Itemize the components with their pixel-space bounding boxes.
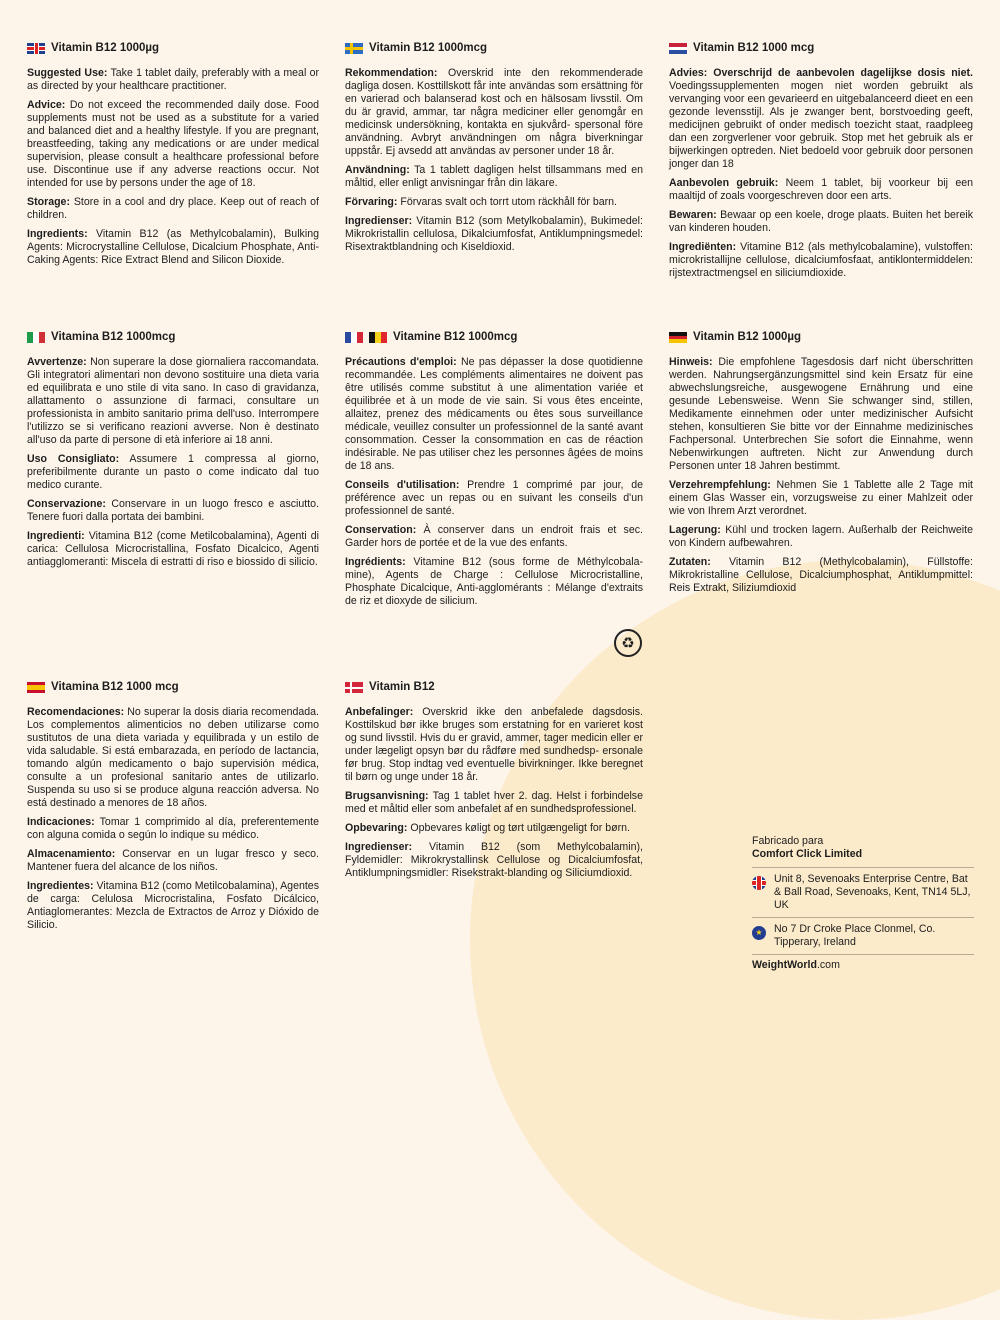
maker-company: Comfort Click Limited: [752, 848, 863, 860]
section-english: Vitamin B12 1000µg Suggested Use: Take 1 tablet daily, preferably with a meal or as directed by your healthcare practitioner. Advice: Do not exceed the recommended daily dose. Food supplements must not be used as a substitute for a varied and balanced diet and a healthy lifestyle. If you are pregnant, breastfeeding, taking any medications or are under medical supervision, please consult a healthcare professional before use. Discontinue use if any adverse reactions occur. Not intended for use by persons under the age of 18. Storage: Store in a cool and dry place. Keep out of reach of children. Ingredients: Vitamin B12 (as Methylcobalamin), Bulking Agents: Microcrystalline Cellulose, Dicalcium Phosphate, Anti-Caking Agents: Rice Extract Blend and Silicon Dioxide.: [27, 42, 319, 266]
section-german: Vitamin B12 1000µg Hinweis: Die empfohlene Tagesdosis darf nicht überschritten werden. Nahrungsergänzungsmittel sind kein Ersatz für eine abwechslungsreiche, ausgewogene Ernährung und eine gesunde Lebensweise. Wenn Sie schwanger sind, stillen, Medikamente einnehmen oder unter medizinischer Aufsicht stehen, konsultieren Sie bitte vor der Einnahme medizinisches Fachpersonal. Unterbrechen Sie sofort die Einnahme, wenn Nebenwirkungen auftreten. Nicht zur Anwendung durch Personen unter 18 Jahren bestimmt. Verzehrempfehlung: Nehmen Sie 1 Tablette alle 2 Tage mit einem Glas Wasser ein, vorzugsweise zu einer Mahlzeit oder wie von Ihrem Arzt verordnet. Lagerung: Kühl und trocken lagern. Außerhalb der Reichweite von Kindern aufbewahren. Zutaten: Vitamin B12 (Methylcobalamin), Füllstoffe: Mikrokristalline Cellulose, Dicalciumphosphat, Antiklumpmittel: Reis Extrakt, Siliziumdioxid: [669, 331, 973, 594]
uk-flag-icon: [27, 43, 45, 54]
eu-flag-icon: ★: [752, 926, 766, 940]
section-title: Vitamin B12 1000µg: [51, 42, 160, 54]
brand-logo: WeightWorld.com: [752, 954, 974, 972]
spain-flag-icon: [27, 682, 45, 693]
ie-address: No 7 Dr Croke Place Clonmel, Co. Tipperary, Ireland: [774, 923, 936, 948]
section-title: Vitamine B12 1000mcg: [393, 331, 518, 343]
section-danish: Vitamin B12 Anbefalinger: Overskrid ikke den anbefalede dagsdosis. Kosttilskud bør ikke bruges som erstatning for en varieret kost og sund livsstil. Hvis du er gravid, ammer, tager medicin eller er under lægeligt opsyn bør du rådføre med sundhedsp- ersonale før brug. Stop indtag ved eventuelle bivirkninger. Ikke beregnet til børn og unge under 18 år. Brugsanvisning: Tag 1 tablet hver 2. dag. Helst i forbindelse med et måltid eller som anbefalet af en sundhedsprofessionel. Opbevaring: Opbevares køligt og tørt utilgængeligt for børn. Ingredienser: Vitamin B12 (som Methylcobalamin), Fyldemidler: Mikrokrystallinsk Cellulose og Dicalciumfosfat, Antiklumpningsmidler: Risekstrakt-blanding og Siliciumdioxid.: [345, 681, 643, 879]
section-title: Vitamin B12 1000mcg: [369, 42, 488, 54]
manufacturer-info: [752, 835, 974, 972]
section-title: Vitamin B12: [369, 681, 435, 693]
section-dutch: Vitamin B12 1000 mcg Advies: Overschrijd de aanbevolen dagelijkse dosis niet. Voedingssupplementen mogen niet worden gebruikt als vervanging voor een gevarieerd en uitgebalanceerd dieet en een gezonde levensstijl. Als je zwanger bent, borstvoeding geeft, medicijnen gebruikt of onder medisch toezicht staat, raadpleeg dan een zorgverlener voor gebruik. Stop met het gebruik als er bijwerkingen optreden. Niet bedoeld voor gebruik door personen jonger dan 18 Aanbevolen gebruik: Neem 1 tablet, bij voorkeur bij een maaltijd of zoals voorgeschreven door een arts. Bewaren: Bewaar op een koele, droge plaats. Buiten het bereik van kinderen houden. Ingrediënten: Vitamine B12 (als methylcobalamine), vulstoffen: microkristallijne cellulose, dicalciumfosfaat, antiklontermiddelen: rijstextractmengsel en siliciumdioxide.: [669, 42, 973, 279]
section-title: Vitamin B12 1000 mcg: [693, 42, 815, 54]
section-title: Vitamina B12 1000mcg: [51, 331, 176, 343]
section-italian: Vitamina B12 1000mcg Avvertenze: Non superare la dose giornaliera raccomandata. Gli integratori alimentari non devono sostituire una dieta varia ed equilibrata e uno stile di vita sano. In caso di gravidanza, allattamento o assunzione di farmaci, consultare un professionista in ambito sanitario prima dell'uso. Interrompere l'utilizzo se si verificano reazioni avverse. Non è destinato all'uso da parte di persone di età inferiore ai 18 anni. Uso Consigliato: Assumere 1 compressa al giorno, preferibilmente durante un pasto o come indicato dal tuo medico curante. Conservazione: Conservare in un luogo fresco e asciutto. Tenere fuori dalla portata dei bambini. Ingredienti: Vitamina B12 (come Metilcobalamina), Agenti di carica: Cellulosa Microcristallina, Fosfato Dicalcico, Agenti antiagglomeranti: Miscela di estratti di riso e biossido di silicio.: [27, 331, 319, 568]
uk-flag-icon: [752, 876, 766, 890]
recycle-person-icon: ♻: [614, 629, 642, 657]
section-swedish: Vitamin B12 1000mcg Rekommendation: Overskrid inte den rekommenderade dagliga dosen. Kosttillskott får inte användas som ersättning för en varierad och balanserad kost och en hälsosam livsstil. Om du är gravid, ammar, tar några mediciner eller genomgår en medicinsk undersökning, kontakta en sjukvård- spersonal före användning. Avbryt användningen om några biverkningar uppstår. Ej avsedd att användas av personer under 18 år. Användning: Ta 1 tablett dagligen helst tillsammans med en måltid, eller enligt anvisningar från din läkare. Förvaring: Förvaras svalt och torrt utom räckhåll för barn. Ingredienser: Vitamin B12 (som Metylkobalamin), Bukimedel: Mikrokristallin cellulosa, Dikalciumfosfat, Antiklumpningsmedel: Risextraktblandning och Kiseldioxid.: [345, 42, 643, 253]
belgium-flag-icon: [369, 332, 387, 343]
france-flag-icon: [345, 332, 363, 343]
section-spanish: Vitamina B12 1000 mcg Recomendaciones: No superar la dosis diaria recomendada. Los complementos alimenticios no deben utilizarse como sustitutos de una dieta variada y equilibrada y un estilo de vida saludable. Si está embarazada, en período de lactancia, tomando algún medicamento o bajo supervisión médica, consulte a un profesional sanitario antes de utilizarlo. Suspenda su uso si se produce alguna reacción adversa. No está destinado a menores de 18 años. Indicaciones: Tomar 1 comprimido al día, preferentemente con alguna comida o según lo indique su médico. Almacenamiento: Conservar en un lugar fresco y seco. Mantener fuera del alcance de los niños. Ingredientes: Vitamina B12 (como Metilcobalamina), Agentes de carga: Celulosa Microcristalina, Fosfato Dicálcico, Antiaglomerantes: Mezcla de Extractos de Arroz y Dióxido de Silicio.: [27, 681, 319, 931]
netherlands-flag-icon: [669, 43, 687, 54]
section-french: Vitamine B12 1000mcg Précautions d'emploi: Ne pas dépasser la dose quotidienne recommandée. Les compléments alimentaires ne doivent pas être utilisés comme substitut à une alimentation variée et équilibrée et à un mode de vie sain. Si vous êtes enceinte, allaitez, prenez des médicaments ou êtes sous surveillance médicale, veuillez consulter un professionnel de la santé avant consommation. Cesser la consommation en cas de réaction indésirable. Ne pas utiliser chez les personnes âgées de moins de 18 ans. Conseils d'utilisation: Prendre 1 comprimé par jour, de préférence avec un repas ou en suivant les conseils d'un professionnel de santé. Conservation: À conserver dans un endroit frais et sec. Garder hors de portée et de la vue des enfants. Ingrédients: Vitamine B12 (sous forme de Méthylcobala- mine), Agents de Charge : Cellulose Microcristalline, Phosphate Dicalcique, Anti-agglomérants : Mélange d'extraits de riz et dioxyde de silicium.: [345, 331, 643, 607]
denmark-flag-icon: [345, 682, 363, 693]
germany-flag-icon: [669, 332, 687, 343]
italy-flag-icon: [27, 332, 45, 343]
sweden-flag-icon: [345, 43, 363, 54]
section-title: Vitamin B12 1000µg: [693, 331, 802, 343]
uk-address: Unit 8, Sevenoaks Enterprise Centre, Bat & Ball Road, Sevenoaks, Kent, TN14 5LJ, UK: [774, 873, 971, 911]
maker-label: Fabricado para: [752, 835, 824, 847]
section-title: Vitamina B12 1000 mcg: [51, 681, 179, 693]
